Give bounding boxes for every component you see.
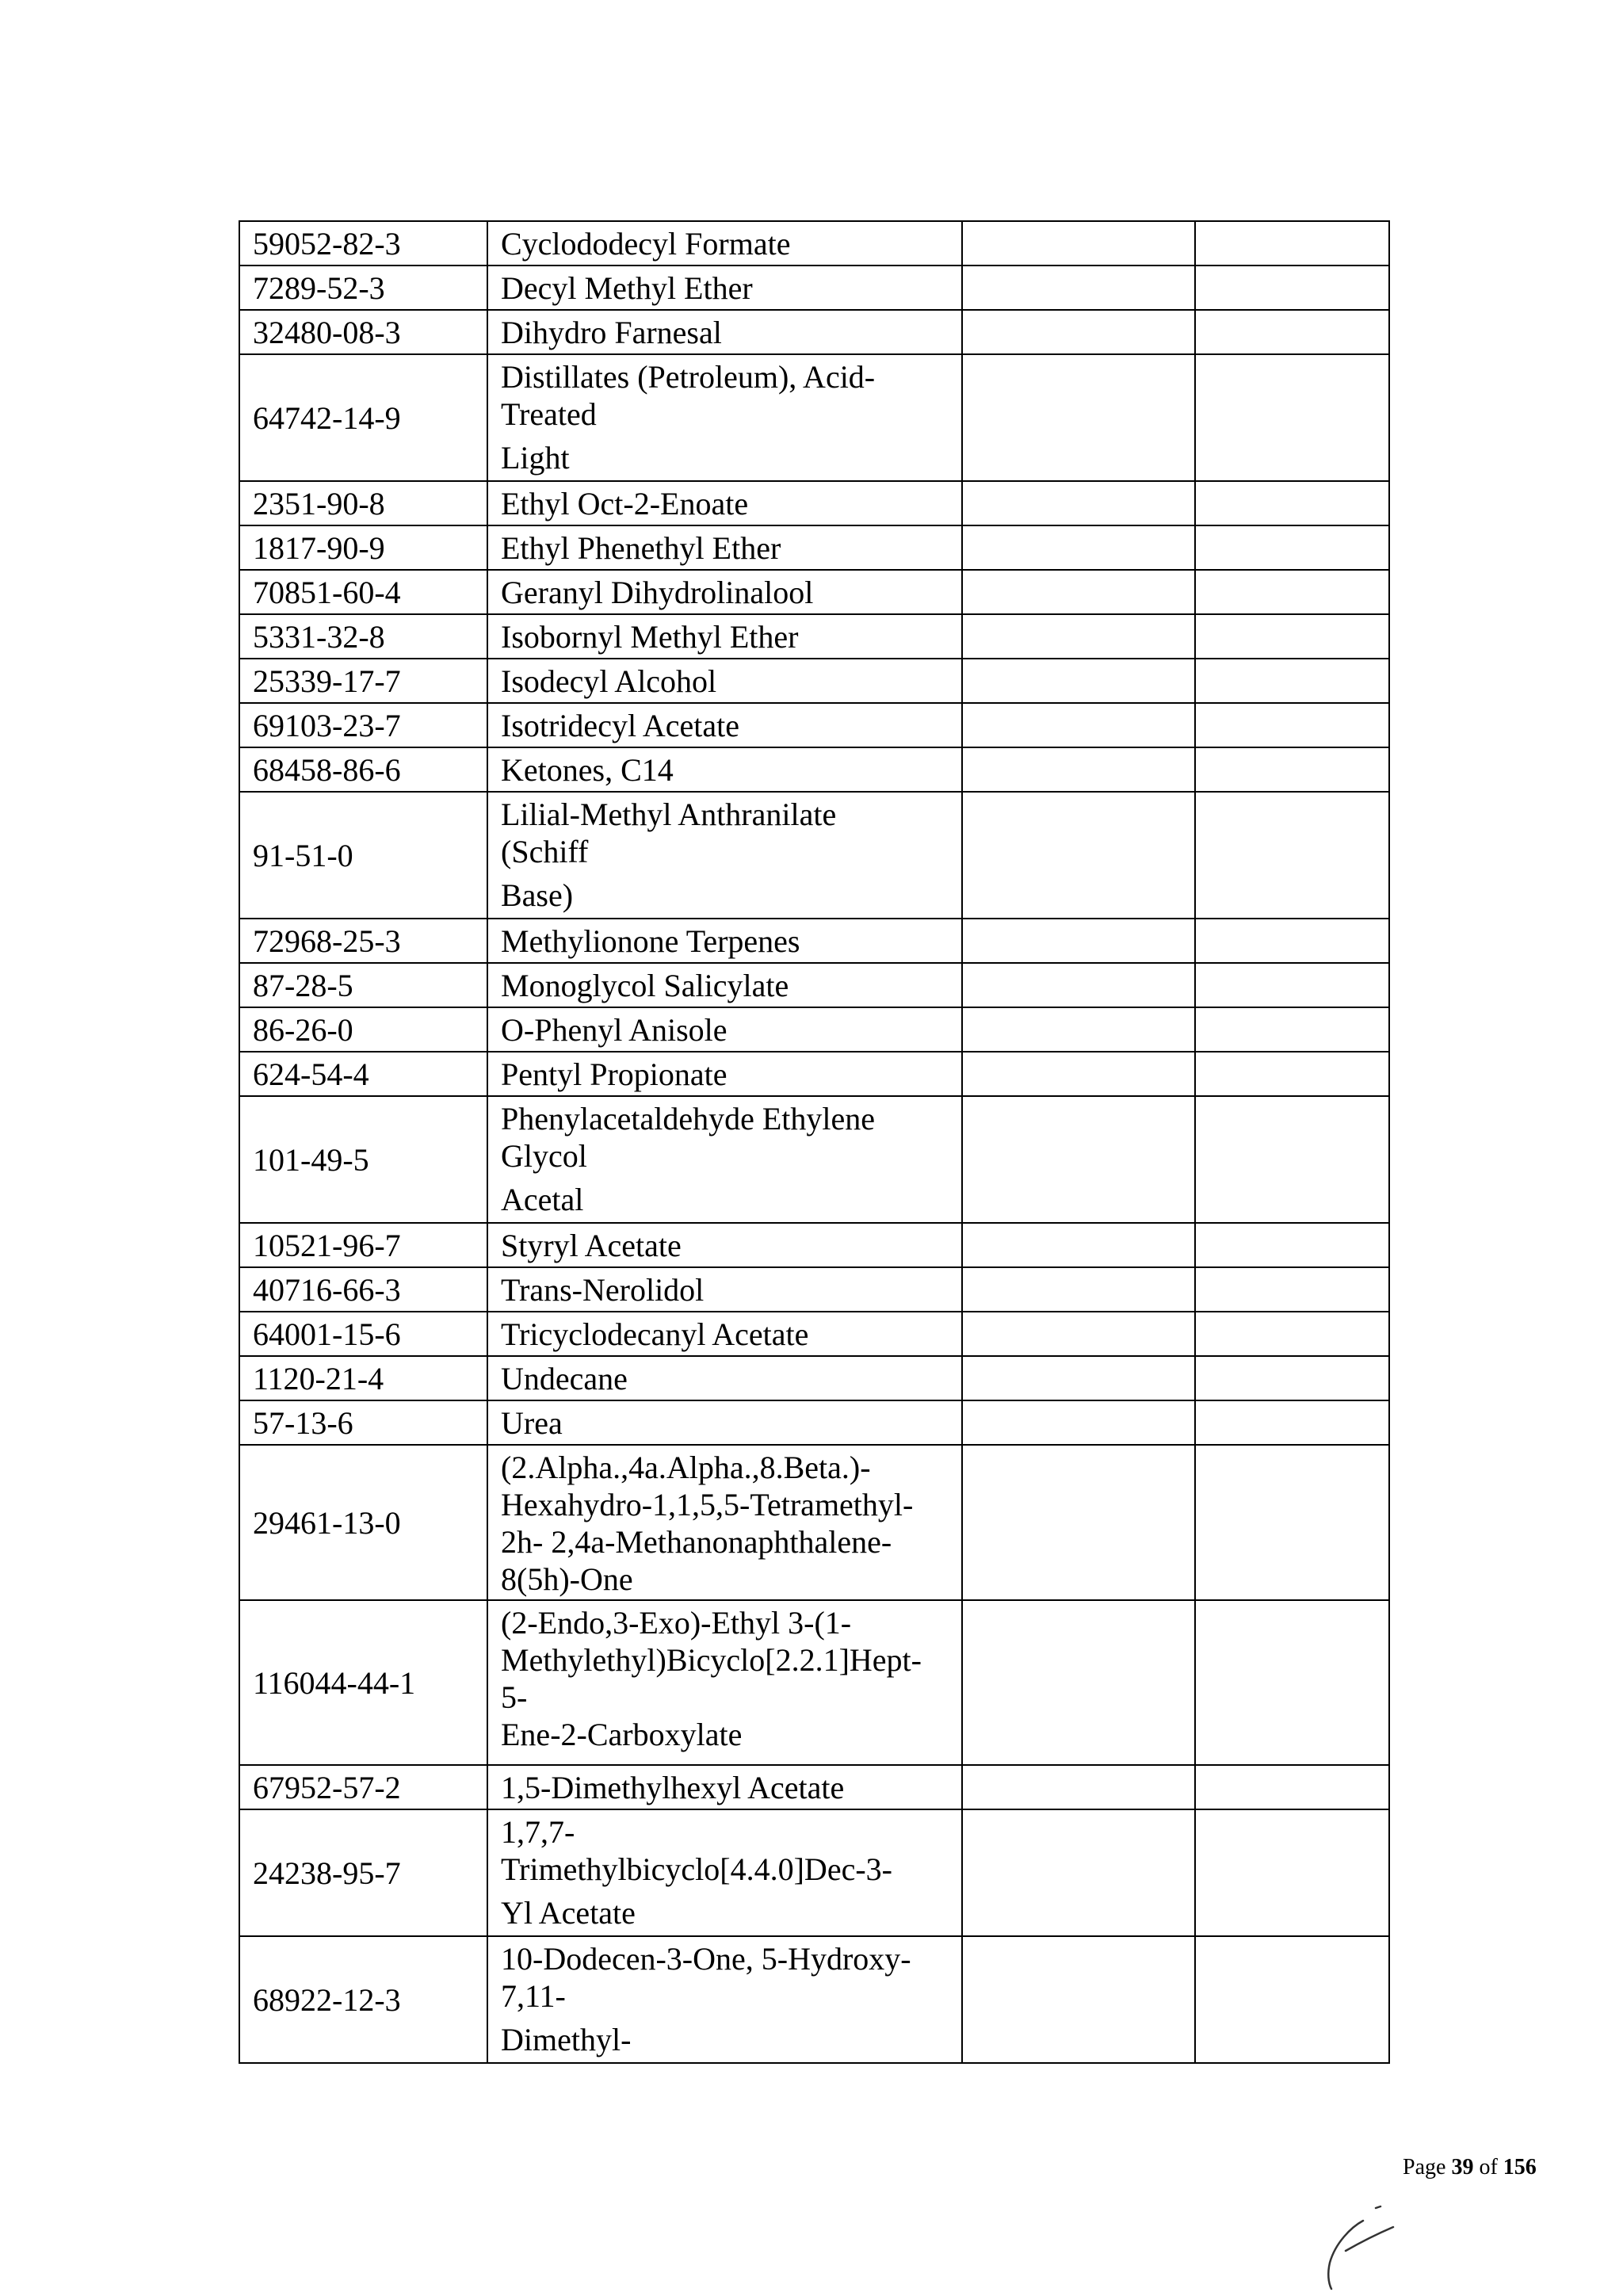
- chemical-name-line: Ethyl Phenethyl Ether: [501, 529, 781, 566]
- empty-cell: [962, 1267, 1195, 1312]
- empty-cell: [1195, 919, 1389, 963]
- page-footer: [1403, 2154, 1537, 2181]
- table-row: [239, 919, 1389, 963]
- empty-cell: [1195, 221, 1389, 266]
- table-row: [239, 1096, 1389, 1223]
- empty-cell: [962, 570, 1195, 614]
- chemical-name-line: Monoglycol Salicylate: [501, 967, 789, 1003]
- empty-cell: [1195, 1809, 1389, 1936]
- chemical-name-line: Isotridecyl Acetate: [501, 707, 739, 743]
- empty-cell: [1195, 1007, 1389, 1052]
- empty-cell: [962, 919, 1195, 963]
- empty-cell: [962, 481, 1195, 525]
- empty-cell: [1195, 481, 1389, 525]
- empty-cell: [962, 747, 1195, 792]
- table-row: [239, 614, 1389, 659]
- empty-cell: [962, 1809, 1195, 1936]
- cas-number-cell: 1120-21-4: [239, 1356, 487, 1400]
- cas-number-cell: 57-13-6: [239, 1400, 487, 1445]
- cas-number-cell: 2351-90-8: [239, 481, 487, 525]
- chemical-name-cell: [487, 310, 962, 354]
- chemical-name-cell: [487, 1765, 962, 1809]
- empty-cell: [962, 703, 1195, 747]
- cas-number-cell: 32480-08-3: [239, 310, 487, 354]
- chemical-name-line: (2.Alpha.,4a.Alpha.,8.Beta.)-: [501, 1450, 871, 1485]
- chemical-name-line: Hexahydro-1,1,5,5-Tetramethyl-: [501, 1487, 914, 1522]
- chemical-name-cell: [487, 614, 962, 659]
- chemical-name-line: 5-: [501, 1679, 528, 1715]
- table-row: [239, 1223, 1389, 1267]
- empty-cell: [1195, 1223, 1389, 1267]
- cas-number-cell: 64742-14-9: [239, 354, 487, 481]
- empty-cell: [962, 1600, 1195, 1765]
- chemical-name-cell: [487, 963, 962, 1007]
- empty-cell: [962, 614, 1195, 659]
- page-number: 39: [1451, 2155, 1474, 2179]
- chemical-name-line: Methylionone Terpenes: [501, 923, 800, 959]
- total-pages: 156: [1503, 2155, 1537, 2179]
- cas-number-cell: 91-51-0: [239, 792, 487, 919]
- chemical-name-line: Ene-2-Carboxylate: [501, 1717, 743, 1752]
- cas-number-cell: 64001-15-6: [239, 1312, 487, 1356]
- empty-cell: [962, 1445, 1195, 1600]
- cas-number-cell: 25339-17-7: [239, 659, 487, 703]
- chemical-name-cell: [487, 747, 962, 792]
- empty-cell: [962, 354, 1195, 481]
- empty-cell: [962, 1007, 1195, 1052]
- table-row: [239, 1600, 1389, 1765]
- chemical-name-line: Light: [501, 440, 570, 476]
- chemical-name-cell: [487, 1223, 962, 1267]
- table-row: [239, 266, 1389, 310]
- chemical-name-line: Decyl Methyl Ether: [501, 269, 753, 306]
- chemical-name-line: Geranyl Dihydrolinalool: [501, 574, 814, 610]
- signature-mark: [1308, 2203, 1403, 2290]
- cas-number-cell: 29461-13-0: [239, 1445, 487, 1600]
- chemical-name-line: Styryl Acetate: [501, 1227, 682, 1263]
- empty-cell: [962, 659, 1195, 703]
- table-row: [239, 747, 1389, 792]
- chemical-name-cell: [487, 1809, 962, 1936]
- chemical-name-line: Methylethyl)Bicyclo[2.2.1]Hept-: [501, 1642, 922, 1678]
- chemical-name-line: Isobornyl Methyl Ether: [501, 618, 799, 655]
- empty-cell: [1195, 614, 1389, 659]
- empty-cell: [962, 1312, 1195, 1356]
- cas-number-cell: 69103-23-7: [239, 703, 487, 747]
- table-row: [239, 525, 1389, 570]
- empty-cell: [962, 792, 1195, 919]
- cas-number-cell: 1817-90-9: [239, 525, 487, 570]
- table-row: [239, 1007, 1389, 1052]
- chemical-name-cell: [487, 354, 962, 481]
- empty-cell: [962, 221, 1195, 266]
- empty-cell: [1195, 354, 1389, 481]
- empty-cell: [962, 1400, 1195, 1445]
- chemical-name-line: Acetal: [501, 1182, 584, 1217]
- chemical-name-line: (Schiff: [501, 834, 589, 869]
- cas-number-cell: 101-49-5: [239, 1096, 487, 1223]
- chemical-name-cell: [487, 525, 962, 570]
- empty-cell: [1195, 310, 1389, 354]
- cas-number-cell: 116044-44-1: [239, 1600, 487, 1765]
- empty-cell: [1195, 659, 1389, 703]
- empty-cell: [1195, 1096, 1389, 1223]
- chemical-name-line: Dihydro Farnesal: [501, 314, 722, 350]
- table-row: [239, 1809, 1389, 1936]
- empty-cell: [1195, 1765, 1389, 1809]
- cas-number-cell: 68458-86-6: [239, 747, 487, 792]
- chemical-name-line: 10-Dodecen-3-One, 5-Hydroxy-: [501, 1941, 911, 1977]
- table-row: [239, 1765, 1389, 1809]
- table-row: [239, 963, 1389, 1007]
- empty-cell: [1195, 1356, 1389, 1400]
- chemical-name-cell: [487, 1007, 962, 1052]
- empty-cell: [1195, 525, 1389, 570]
- empty-cell: [1195, 963, 1389, 1007]
- chemical-name-line: Isodecyl Alcohol: [501, 663, 717, 699]
- cas-number-cell: 87-28-5: [239, 963, 487, 1007]
- chemical-name-line: 8(5h)-One: [501, 1561, 633, 1597]
- cas-number-cell: 40716-66-3: [239, 1267, 487, 1312]
- chemical-name-line: O-Phenyl Anisole: [501, 1011, 727, 1048]
- chemical-name-cell: [487, 266, 962, 310]
- chemical-table: [239, 220, 1390, 2064]
- chemical-name-cell: [487, 919, 962, 963]
- chemical-name-cell: [487, 1445, 962, 1600]
- empty-cell: [962, 1096, 1195, 1223]
- chemical-name-line: 2h- 2,4a-Methanonaphthalene-: [501, 1524, 892, 1560]
- chemical-name-cell: [487, 1936, 962, 2063]
- chemical-name-line: Phenylacetaldehyde Ethylene: [501, 1101, 876, 1137]
- chemical-name-cell: [487, 1600, 962, 1765]
- empty-cell: [962, 963, 1195, 1007]
- empty-cell: [962, 1356, 1195, 1400]
- empty-cell: [1195, 266, 1389, 310]
- chemical-name-line: Trimethylbicyclo[4.4.0]Dec-3-: [501, 1851, 892, 1887]
- table-row: [239, 221, 1389, 266]
- cas-number-cell: 86-26-0: [239, 1007, 487, 1052]
- table-row: [239, 481, 1389, 525]
- chemical-name-line: Ketones, C14: [501, 751, 674, 788]
- table-row: [239, 1052, 1389, 1096]
- empty-cell: [1195, 1600, 1389, 1765]
- cas-number-cell: 70851-60-4: [239, 570, 487, 614]
- empty-cell: [1195, 1936, 1389, 2063]
- chemical-name-cell: [487, 703, 962, 747]
- empty-cell: [962, 1765, 1195, 1809]
- chemical-name-line: Treated: [501, 396, 597, 432]
- empty-cell: [1195, 570, 1389, 614]
- chemical-name-line: Urea: [501, 1404, 563, 1441]
- chemical-name-line: Pentyl Propionate: [501, 1056, 727, 1092]
- chemical-name-cell: [487, 1312, 962, 1356]
- table-row: [239, 659, 1389, 703]
- table-body: [239, 221, 1389, 2063]
- empty-cell: [962, 266, 1195, 310]
- chemical-name-line: (2-Endo,3-Exo)-Ethyl 3-(1-: [501, 1605, 852, 1641]
- cas-number-cell: 72968-25-3: [239, 919, 487, 963]
- empty-cell: [962, 1052, 1195, 1096]
- chemical-name-line: Distillates (Petroleum), Acid-: [501, 359, 876, 395]
- empty-cell: [1195, 747, 1389, 792]
- table-row: [239, 310, 1389, 354]
- empty-cell: [962, 1936, 1195, 2063]
- chemical-name-line: Glycol: [501, 1138, 587, 1174]
- empty-cell: [1195, 1267, 1389, 1312]
- empty-cell: [1195, 1312, 1389, 1356]
- table-row: [239, 792, 1389, 919]
- cas-number-cell: 624-54-4: [239, 1052, 487, 1096]
- chemical-name-cell: [487, 1052, 962, 1096]
- empty-cell: [1195, 1052, 1389, 1096]
- table-row: [239, 1267, 1389, 1312]
- cas-number-cell: 5331-32-8: [239, 614, 487, 659]
- chemical-name-line: Yl Acetate: [501, 1895, 636, 1931]
- table-row: [239, 1445, 1389, 1600]
- chemical-name-line: Trans-Nerolidol: [501, 1271, 705, 1308]
- chemical-name-line: Lilial-Methyl Anthranilate: [501, 797, 837, 832]
- page-label: Page: [1403, 2155, 1446, 2179]
- cas-number-cell: 7289-52-3: [239, 266, 487, 310]
- cas-number-cell: 68922-12-3: [239, 1936, 487, 2063]
- table-row: [239, 703, 1389, 747]
- chemical-name-cell: [487, 481, 962, 525]
- chemical-name-line: Cyclododecyl Formate: [501, 225, 791, 262]
- chemical-name-cell: [487, 1096, 962, 1223]
- chemical-name-line: Base): [501, 877, 574, 913]
- chemical-name-cell: [487, 1400, 962, 1445]
- of-label: of: [1479, 2155, 1498, 2179]
- chemical-name-line: 1,7,7-: [501, 1814, 575, 1850]
- chemical-name-cell: [487, 659, 962, 703]
- table-row: [239, 1356, 1389, 1400]
- table-row: [239, 354, 1389, 481]
- empty-cell: [962, 525, 1195, 570]
- chemical-name-cell: [487, 570, 962, 614]
- empty-cell: [1195, 792, 1389, 919]
- empty-cell: [1195, 703, 1389, 747]
- table-row: [239, 1312, 1389, 1356]
- chemical-name-cell: [487, 792, 962, 919]
- chemical-name-line: Undecane: [501, 1360, 628, 1396]
- table-row: [239, 1936, 1389, 2063]
- cas-number-cell: 24238-95-7: [239, 1809, 487, 1936]
- chemical-name-line: Tricyclodecanyl Acetate: [501, 1316, 809, 1352]
- chemical-name-line: 1,5-Dimethylhexyl Acetate: [501, 1769, 845, 1805]
- table-row: [239, 1400, 1389, 1445]
- chemical-name-cell: [487, 1267, 962, 1312]
- empty-cell: [962, 1223, 1195, 1267]
- chemical-name-line: Dimethyl-: [501, 2022, 632, 2057]
- cas-number-cell: 10521-96-7: [239, 1223, 487, 1267]
- cas-number-cell: 67952-57-2: [239, 1765, 487, 1809]
- empty-cell: [1195, 1445, 1389, 1600]
- table-row: [239, 570, 1389, 614]
- chemical-name-line: Ethyl Oct-2-Enoate: [501, 485, 749, 521]
- empty-cell: [962, 310, 1195, 354]
- chemical-name-cell: [487, 221, 962, 266]
- empty-cell: [1195, 1400, 1389, 1445]
- cas-number-cell: 59052-82-3: [239, 221, 487, 266]
- chemical-name-line: 7,11-: [501, 1978, 566, 2014]
- chemical-name-cell: [487, 1356, 962, 1400]
